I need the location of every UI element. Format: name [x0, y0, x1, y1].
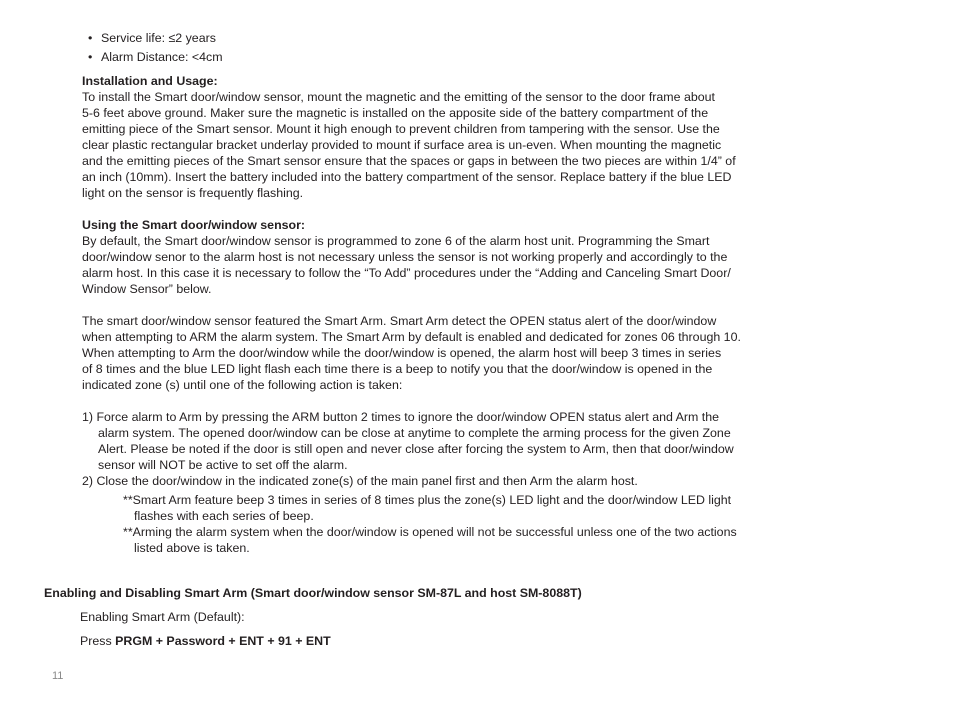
section-title: Enabling and Disabling Smart Arm (Smart door/window sensor SM-87L and host SM-8088T)	[44, 586, 582, 600]
paragraph-line: Window Sensor” below.	[82, 282, 212, 296]
note-line: **Arming the alarm system when the door/window is opened will not be successful unless one of the two actions	[123, 525, 737, 539]
paragraph-line: By default, the Smart door/window sensor is programmed to zone 6 of the alarm host unit. Programming the Smart	[82, 234, 710, 248]
notes	[82, 492, 912, 556]
action-item-1-line: 1) Force alarm to Arm by pressing the ARM button 2 times to ignore the door/window OPEN status alert and Arm the	[82, 410, 720, 424]
action-item-1-line: Alert. Please be noted if the door is still open and never close after forcing the system to Arm, then that door/window	[98, 442, 734, 456]
paragraph-line: To install the Smart door/window sensor, mount the magnetic and the emitting of the sensor to the door frame about	[82, 90, 715, 104]
press-instruction	[80, 633, 331, 649]
paragraph-line: of 8 times and the blue LED light flash each time there is a beep to notify you that the door/window is opened in the	[82, 362, 713, 376]
enabling-label: Enabling Smart Arm (Default):	[80, 610, 245, 624]
spec-item: • Alarm Distance: <4cm	[88, 48, 223, 67]
paragraph-line: light on the sensor is frequently flashing.	[82, 186, 304, 200]
paragraph-line: door/window senor to the alarm host is not necessary unless the sensor is not working properly and accordingly to the	[82, 250, 728, 264]
spacer	[82, 297, 912, 313]
action-item-1-line: alarm system. The opened door/window can be close at anytime to complete the arming process for the given Zone	[98, 426, 731, 440]
action-item-2: 2) Close the door/window in the indicated zone(s) of the main panel first and then Arm the alarm host.	[82, 474, 638, 488]
paragraph-line: 5-6 feet above ground. Maker sure the magnetic is installed on the apposite side of the battery compartment of the	[82, 106, 709, 120]
main-text	[82, 73, 912, 556]
paragraph-line: The smart door/window sensor featured the Smart Arm. Smart Arm detect the OPEN status alert of the door/window	[82, 314, 717, 328]
using-heading: Using the Smart door/window sensor:	[82, 218, 306, 232]
paragraph-line: When attempting to Arm the door/window while the door/window is opened, the alarm host will beep 3 times in series	[82, 346, 722, 360]
note-line: **Smart Arm feature beep 3 times in series of 8 times plus the zone(s) LED light and the door/window LED light	[123, 493, 732, 507]
paragraph-line: emitting piece of the Smart sensor. Mount it high enough to prevent children from tampering with the sensor. Use the	[82, 122, 720, 136]
installation-heading: Installation and Usage:	[82, 74, 218, 88]
spacer	[82, 201, 912, 217]
note-line: flashes with each series of beep.	[134, 509, 314, 523]
note-line: listed above is taken.	[134, 541, 250, 555]
paragraph-line: clear plastic rectangular bracket underlay provided to mount if surface area is un-even. When mounting the magnetic	[82, 138, 722, 152]
paragraph-line: indicated zone (s) until one of the following action is taken:	[82, 378, 403, 392]
action-item-1-line: sensor will NOT be active to set off the alarm.	[98, 458, 348, 472]
paragraph-line: alarm host. In this case it is necessary to follow the “To Add” procedures under the “Adding and Canceling Smart Door/	[82, 266, 731, 280]
paragraph-line: and the emitting pieces of the Smart sensor ensure that the spaces or gaps in between the two pieces are within 1/4” of	[82, 154, 736, 168]
spec-list	[88, 29, 223, 67]
page-number: 11	[52, 670, 64, 682]
paragraph-line: an inch (10mm). Insert the battery included into the battery compartment of the sensor. Replace battery if the blue LED	[82, 170, 732, 184]
spec-item: • Service life: ≤2 years	[88, 29, 223, 48]
paragraph-line: when attempting to ARM the alarm system. The Smart Arm by default is enabled and dedicated for zones 06 through 10.	[82, 330, 741, 344]
press-command: PRGM + Password + ENT + 91 + ENT	[115, 634, 331, 648]
press-prefix: Press	[80, 634, 112, 648]
spacer	[82, 393, 912, 409]
